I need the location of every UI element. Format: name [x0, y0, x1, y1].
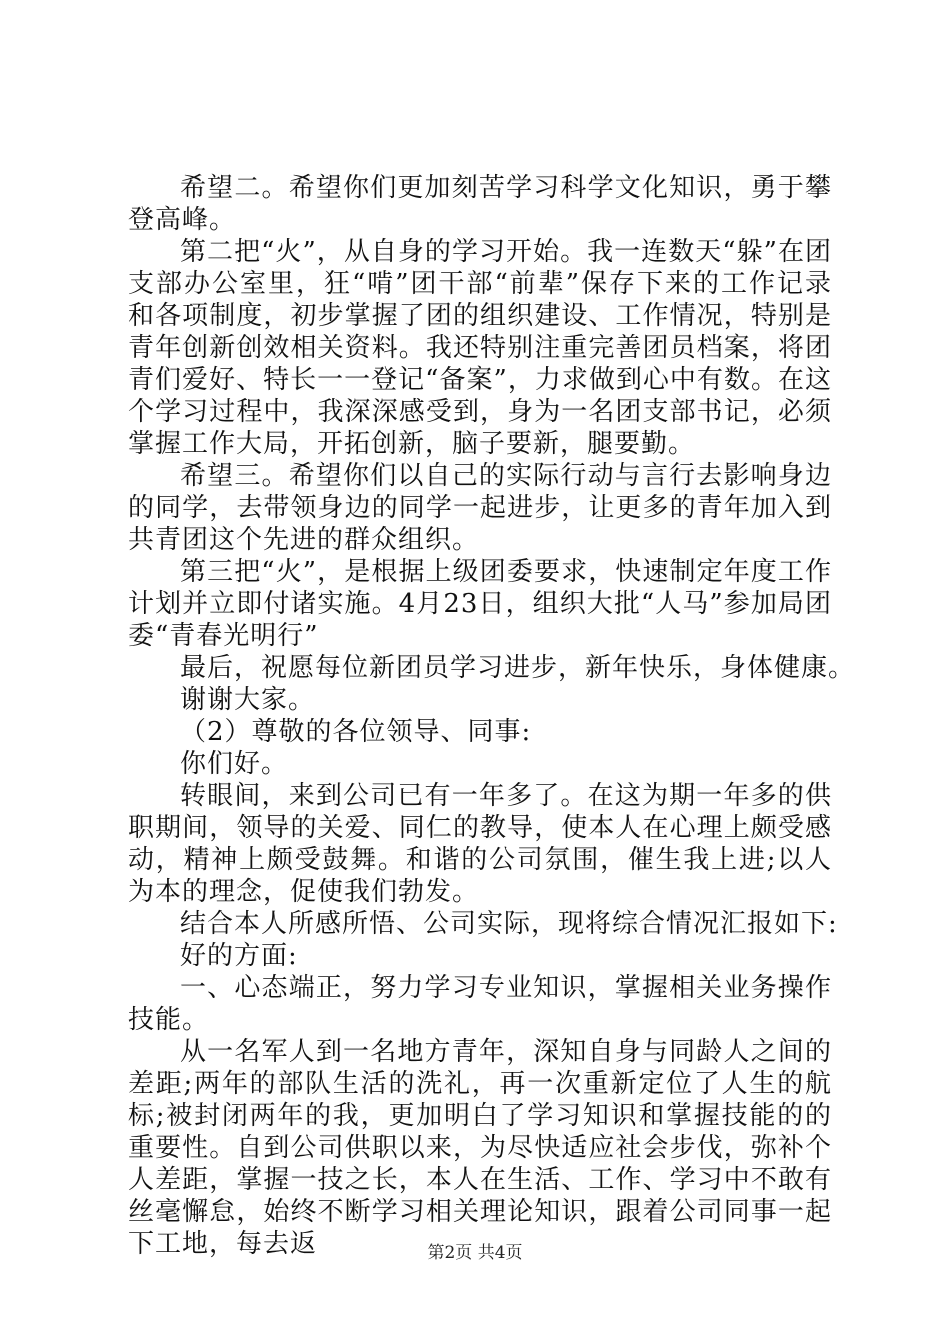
paragraph: 希望三。希望你们以自己的实际行动与言行去影响身边的同学，去带领身边的同学一起进步，让更多的青年加入到共青团这个先进的群众组织。: [128, 461, 832, 555]
paragraph: 谢谢大家。: [180, 685, 316, 715]
paragraph: 最后，祝愿每位新团员学习进步，新年快乐，身体健康。: [180, 653, 856, 683]
paragraph: 一、心态端正，努力学习专业知识，掌握相关业务操作技能。: [128, 973, 832, 1035]
paragraph: 第二把“火”，从自身的学习开始。我一连数天“躲”在团支部办公室里，狂“啃”团干部“前辈”保存下来的工作记录和各项制度，初步掌握了团的组织建设、工作情况，特别是青年创新创效相关资料。我还特别注重完善团员档案，将团青们爱好、特长一一登记“备案”，力求做到心中有数。在这个学习过程中，我深深感受到，身为一名团支部书记，必须掌握工作大局，开拓创新，脑子要新，腿要勤。: [128, 237, 832, 459]
page-footer: [0, 1243, 950, 1263]
paragraph: 好的方面:: [180, 941, 298, 971]
paragraph: 希望二。希望你们更加刻苦学习科学文化知识，勇于攀登高峰。: [128, 173, 832, 235]
paragraph: （2）尊敬的各位领导、同事:: [180, 717, 532, 747]
document-body: [128, 172, 856, 1260]
paragraph: 结合本人所感所悟、公司实际，现将综合情况汇报如下:: [180, 909, 838, 939]
paragraph: 从一名军人到一名地方青年，深知自身与同龄人之间的差距;两年的部队生活的洗礼，再一次重新定位了人生的航标;被封闭两年的我，更加明白了学习知识和掌握技能的的重要性。自到公司供职以来，为尽快适应社会步伐，弥补个人差距，掌握一技之长，本人在生活、工作、学习中不敢有丝毫懈怠，始终不断学习相关理论知识，跟着公司同事一起下工地，每去返: [128, 1037, 832, 1259]
page-number-label: 第2页 共4页: [427, 1243, 523, 1263]
paragraph: 你们好。: [180, 749, 289, 779]
paragraph: 第三把“火”，是根据上级团委要求，快速制定年度工作计划并立即付诸实施。4月23日，组织大批“人马”参加局团委“青春光明行”: [128, 557, 832, 651]
paragraph: 转眼间，来到公司已有一年多了。在这为期一年多的供职期间，领导的关爱、同仁的教导，使本人在心理上颇受感动，精神上颇受鼓舞。和谐的公司氛围，催生我上进;以人为本的理念，促使我们勃发。: [128, 781, 832, 907]
